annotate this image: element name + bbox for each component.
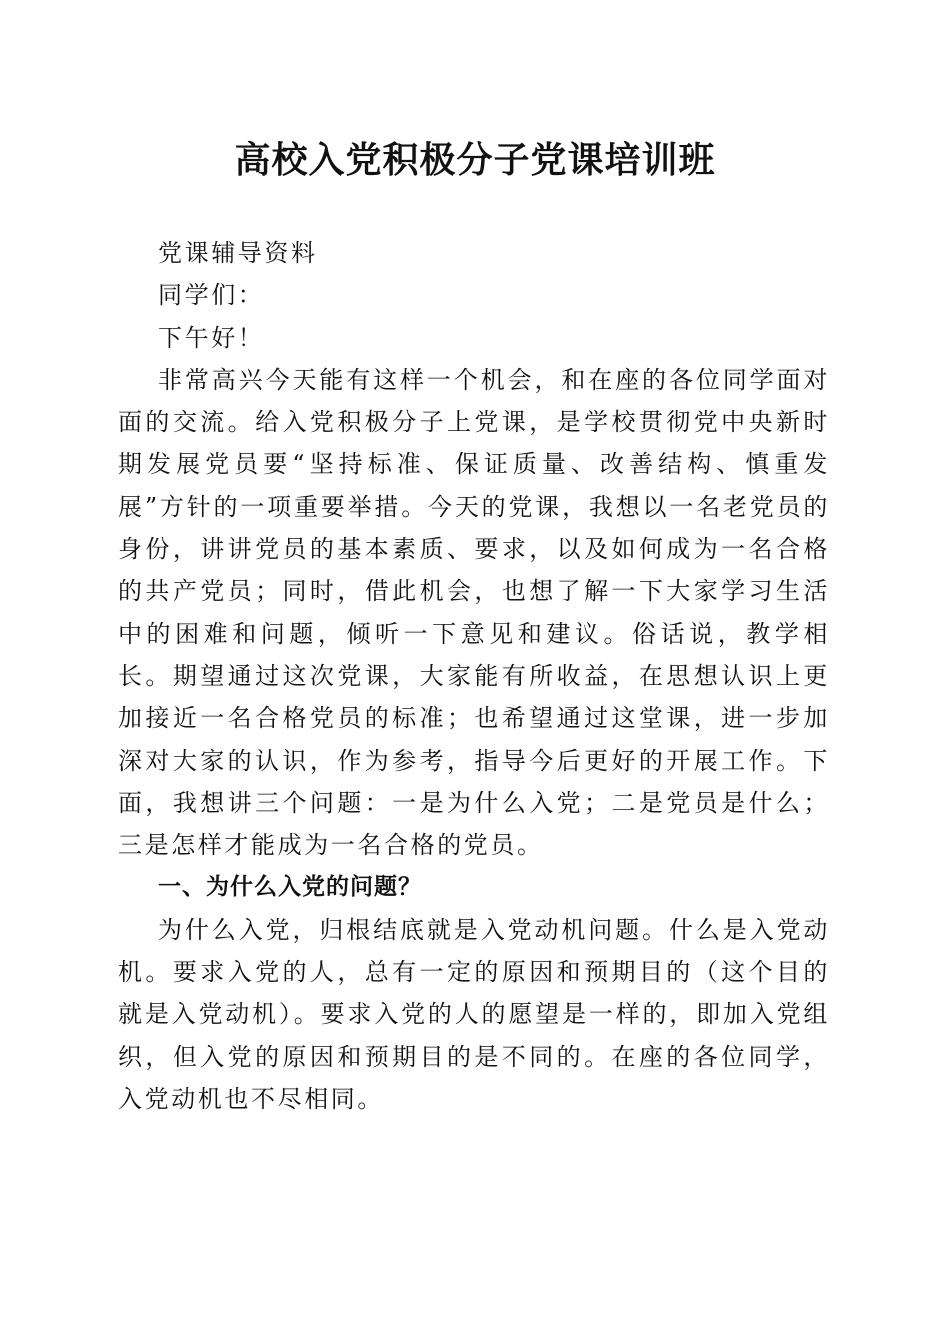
subtitle-line: 党课辅导资料 <box>158 239 318 267</box>
greeting-line: 同学们： <box>158 281 265 310</box>
section-heading: 一、为什么入党的问题？ <box>158 874 422 901</box>
document-body <box>118 232 830 1120</box>
intro-paragraph: 非常高兴今天能有这样一个机会，和在座的各位同学面对面的交流。给入党积极分子上党课，是学校贯彻党中央新时期发展党员要“坚持标准、保证质量、改善结构、慎重发展”方针的一项重要举措。今天的党课，我想以一名老党员的身份，讲讲党员的基本素质、要求，以及如何成为一名合格的共产党员；同时，借此机会，也想了解一下大家学习生活中的困难和问题，倾听一下意见和建议。俗话说，教学相长。期望通过这次党课，大家能有所收益，在思想认识上更加接近一名合格党员的标准；也希望通过这堂课，进一步加深对大家的认识，作为参考，指导今后更好的开展工作。下面，我想讲三个问题：一是为什么入党；二是党员是什么；三是怎样才能成为一名合格的党员。 <box>118 365 830 860</box>
document-title: 高校入党积极分子党课培训班 <box>234 139 716 181</box>
salutation-line: 下午好！ <box>158 323 265 352</box>
section-paragraph: 为什么入党，归根结底就是入党动机问题。什么是入党动机。要求入党的人，总有一定的原因和预期目的（这个目的就是入党动机）。要求入党的人的愿望是一样的，即加入党组织，但入党的原因和预期目的是不同的。在座的各位同学，入党动机也不尽相同。 <box>118 915 830 1113</box>
